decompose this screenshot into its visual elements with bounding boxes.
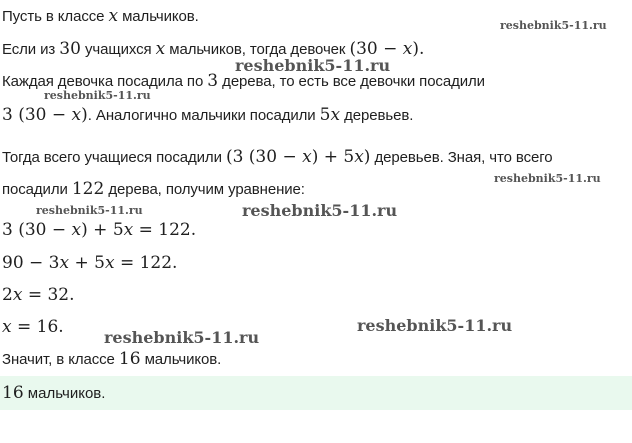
text: Пусть в классе	[2, 8, 109, 25]
math: x	[71, 105, 82, 125]
math: = 16.	[11, 317, 64, 337]
math: x	[12, 285, 23, 305]
text: мальчиков.	[118, 8, 199, 25]
math: 16	[118, 349, 141, 369]
line-1	[2, 5, 199, 28]
math: ) + 5	[81, 220, 124, 240]
watermark: reshebnik5-11.ru	[235, 56, 391, 75]
answer-number: 16	[2, 383, 24, 403]
math: = 32.	[22, 285, 75, 305]
math: x	[123, 220, 134, 240]
math: )	[81, 105, 88, 125]
text: мальчиков.	[140, 351, 222, 368]
answer-text	[2, 382, 105, 405]
math: x	[104, 253, 115, 273]
text: деревьев.	[340, 107, 414, 124]
equation-1	[2, 219, 196, 242]
math: = 122.	[133, 220, 197, 240]
math: 30	[59, 39, 81, 59]
math: = 122.	[114, 253, 178, 273]
math: 5	[319, 105, 331, 125]
conclusion-line	[2, 348, 221, 371]
text: Тогда всего учащиеся посадили	[2, 149, 226, 166]
line-5	[2, 146, 553, 169]
equation-3	[2, 284, 75, 307]
line-4	[2, 104, 413, 127]
math: x	[59, 253, 70, 273]
text: Если из	[2, 41, 60, 58]
watermark: reshebnik5-11.ru	[104, 328, 260, 347]
text: учащихся	[80, 41, 156, 58]
math: 3	[207, 71, 219, 91]
watermark: reshebnik5-11.ru	[36, 204, 143, 217]
math: x	[354, 147, 364, 167]
math: ) + 5	[311, 147, 355, 167]
text: деревьев. Зная, что всего	[370, 149, 553, 166]
equation-4	[2, 316, 64, 339]
math: 3 (30 −	[2, 105, 72, 125]
math: x	[302, 147, 312, 167]
watermark: reshebnik5-11.ru	[357, 316, 513, 335]
answer-label: мальчиков.	[23, 385, 106, 402]
text: мальчиков, тогда девочек	[165, 41, 350, 58]
text: посадили	[2, 181, 72, 198]
text: Каждая девочка посадила по	[2, 73, 208, 90]
watermark: reshebnik5-11.ru	[494, 172, 601, 185]
math: 3 (30 −	[2, 220, 72, 240]
math: (30 −	[349, 39, 403, 59]
text: Значит, в классе	[2, 351, 119, 368]
text: дерева, то есть все девочки посадили	[218, 73, 485, 90]
math: (3 (30 −	[225, 147, 303, 167]
math: + 5	[69, 253, 105, 273]
math: ).	[412, 39, 425, 59]
watermark: reshebnik5-11.ru	[500, 19, 607, 32]
math: x	[155, 39, 166, 59]
math: x	[2, 317, 12, 337]
equation-2	[2, 252, 177, 275]
line-6	[2, 178, 305, 201]
text: . Аналогично мальчики посадили	[87, 107, 320, 124]
math: 122	[71, 179, 105, 199]
watermark: reshebnik5-11.ru	[44, 89, 151, 102]
math: x	[108, 6, 119, 26]
math: x	[402, 39, 413, 59]
math: x	[330, 105, 341, 125]
watermark: reshebnik5-11.ru	[242, 201, 398, 220]
math: 90 − 3	[2, 253, 60, 273]
math: x	[71, 220, 82, 240]
math: 2	[2, 285, 13, 305]
math: )	[363, 147, 371, 167]
text: дерева, получим уравнение:	[104, 181, 305, 198]
